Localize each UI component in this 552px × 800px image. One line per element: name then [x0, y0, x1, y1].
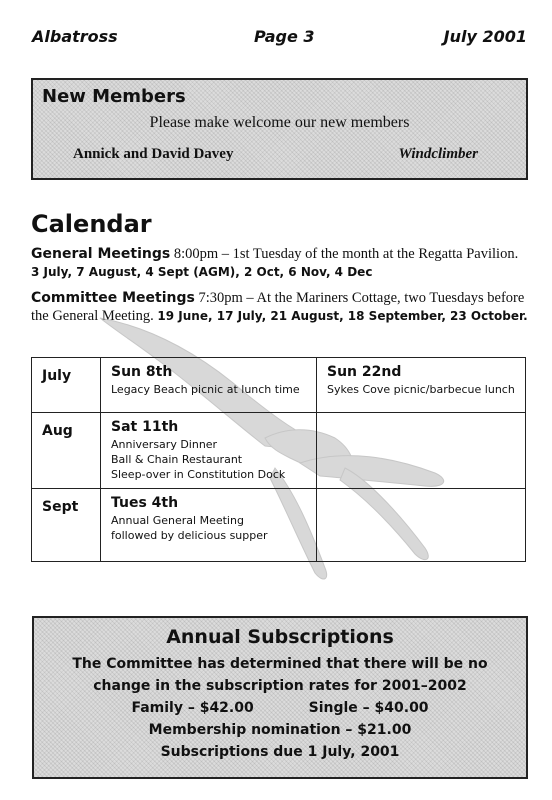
event-cell	[317, 358, 526, 413]
calendar-row-sept	[32, 489, 526, 562]
committee-meetings-label: Committee Meetings	[31, 290, 195, 306]
subscriptions-line: change in the subscription rates for 2001–2002	[93, 678, 467, 694]
event-date: Sun 22nd	[327, 364, 402, 380]
issue-date: July 2001	[443, 27, 527, 46]
general-meetings-text: 8:00pm – 1st Tuesday of the month at the Regatta Pavilion.	[173, 246, 519, 262]
subscriptions-due: Subscriptions due 1 July, 2001	[160, 744, 400, 760]
event-cell	[101, 358, 317, 413]
boat-name: Windclimber	[398, 146, 478, 162]
nomination-fee: Membership nomination – $21.00	[148, 722, 412, 738]
event-description: Sleep-over in Constitution Dock	[111, 468, 286, 481]
subscription-rates	[34, 697, 526, 719]
single-rate: Single – $40.00	[308, 700, 429, 716]
general-meetings-paragraph	[31, 245, 531, 281]
calendar-row-aug	[32, 413, 526, 489]
event-description: Anniversary Dinner	[111, 438, 218, 451]
event-description: followed by delicious supper	[111, 529, 268, 542]
event-cell	[101, 413, 317, 489]
calendar-table	[31, 357, 526, 562]
committee-meetings-dates: 19 June, 17 July, 21 August, 18 September, 23 October.	[157, 309, 528, 323]
event-date: Tues 4th	[111, 495, 179, 511]
family-rate: Family – $42.00	[131, 700, 254, 716]
event-description: Legacy Beach picnic at lunch time	[111, 383, 300, 396]
event-cell	[101, 489, 317, 562]
event-description: Annual General Meeting	[111, 514, 244, 527]
event-description: Sykes Cove picnic/barbecue lunch	[327, 383, 515, 396]
month-cell: July	[32, 358, 101, 413]
subscriptions-heading: Annual Subscriptions	[166, 626, 394, 648]
month-cell: Sept	[32, 489, 101, 562]
event-date: Sun 8th	[111, 364, 173, 380]
calendar-row-july	[32, 358, 526, 413]
month-cell: Aug	[32, 413, 101, 489]
general-meetings-dates: 3 July, 7 August, 4 Sept (AGM), 2 Oct, 6 Nov, 4 Dec	[31, 265, 373, 279]
general-meetings-label: General Meetings	[31, 246, 171, 262]
event-date: Sat 11th	[111, 419, 179, 435]
event-cell-empty	[317, 413, 526, 489]
subscriptions-box	[32, 616, 528, 779]
new-members-heading: New Members	[42, 86, 186, 107]
committee-meetings-text: 7:30pm – At the Mariners Cottage, two Tuesdays before the General Meeting.	[31, 290, 525, 324]
welcome-text: Please make welcome our new members	[149, 114, 410, 131]
member-names: Annick and David Davey	[73, 146, 234, 162]
new-members-box	[31, 78, 528, 180]
newsletter-title: Albatross	[32, 27, 118, 46]
event-cell-empty	[317, 489, 526, 562]
calendar-heading: Calendar	[31, 210, 152, 238]
subscriptions-line: The Committee has determined that there will be no	[72, 656, 488, 672]
page-number: Page 3	[254, 27, 315, 46]
page-header	[32, 27, 527, 51]
event-description: Ball & Chain Restaurant	[111, 453, 243, 466]
